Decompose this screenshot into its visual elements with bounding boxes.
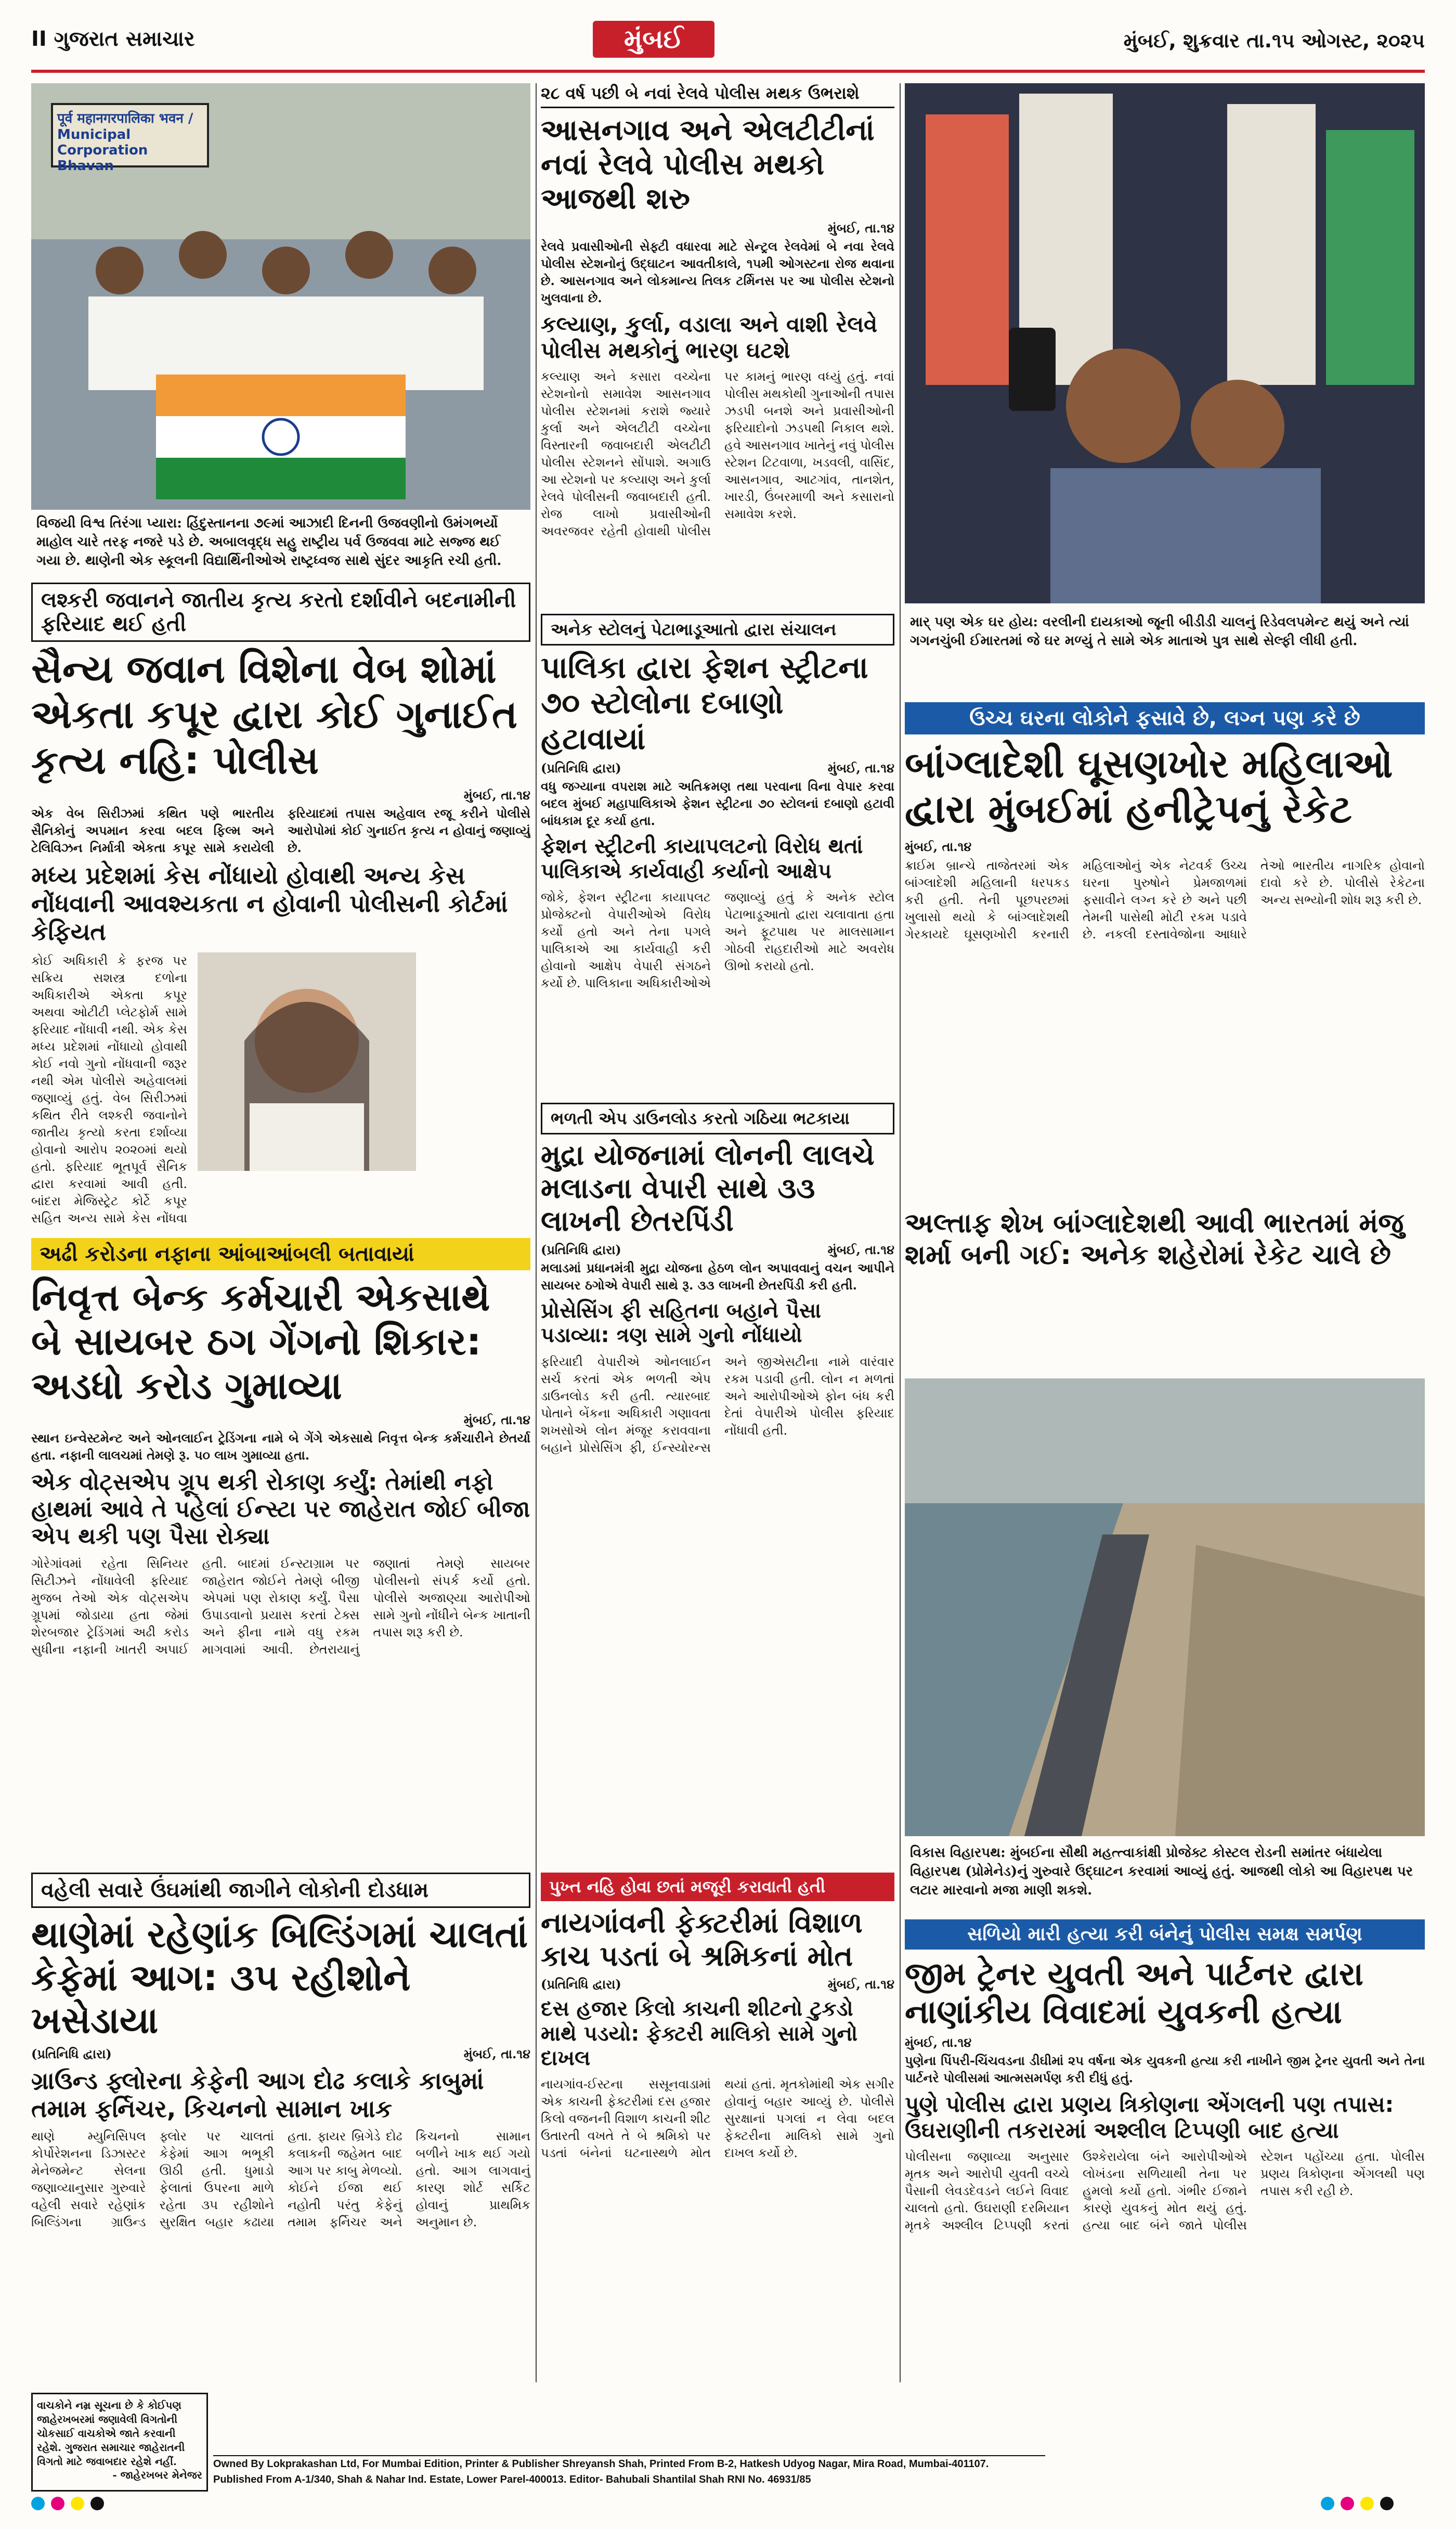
story-subhead: અલ્તાફ શેખ બાંગ્લાદેશથી આવી ભારતમાં મંજુ શર્મા બની ગઈ: અનેક શહેરોમાં રેકેટ ચાલે છે [905, 1207, 1404, 1271]
story-kicker: ઉચ્ચ ઘરના લોકોને ફસાવે છે, લગ્ન પણ કરે છે [905, 702, 1425, 734]
reg-dot [90, 2497, 104, 2510]
story-headline: જીમ ટ્રેનર યુવતી અને પાર્ટનર દ્વારા નાણાંકીય વિવાદમાં યુવકની હત્યા [905, 1955, 1363, 2031]
story-body: થાણે મ્યુનિસિપલ કોર્પોરેશનના ડિઝાસ્ટર મેનેજમેન્ટ સેલના જણાવ્યાનુસાર ગુરુવારે વહેલી સવારે રહેણાંક બિલ્ડિંગના ગ્રાઉન્ડ ફ્લોર પર ચાલતાં કેફેમાં આગ ભભૂકી ઊઠી હતી. ધુમાડો ફેલાતાં ઉપરના માળે રહેતા ૩૫ રહીશોને સુરક્ષિત બહાર કઢાયા હતા. ફાયર બ્રિગેડે દોઢ કલાકની જહેમત બાદ આગ પર કાબુ મેળવ્યો. કોઈને ઈજા થઈ નહોતી પરંતુ કેફેનું તમામ ફર્નિચર અને કિચનનો સામાન બળીને ખાક થઈ ગયો હતો. આગ લાગવાનું કારણ શોર્ટ સર્કિટ હોવાનું પ્રાથમિક અનુમાન છે. [31, 2129, 530, 2230]
story-byline: (પ્રતિનિધિ દ્વારા) [541, 1242, 621, 1258]
story-byline: (પ્રતિનિધિ દ્વારા) [31, 2046, 112, 2061]
tiranga-photo-block [31, 83, 530, 577]
story-cyber [31, 1238, 530, 1862]
story-byline: (પ્રતિનિધિ દ્વારા) [541, 760, 621, 776]
coastal-photo [905, 1378, 1425, 1836]
notice-box [31, 2393, 208, 2492]
story-railway-police [541, 83, 894, 603]
story-headline: નાયગાંવની ફેક્ટરીમાં વિશાળ કાચ પડતાં બે શ્રમિકનાં મોત [541, 1906, 863, 1972]
story-kicker: સળિયો મારી હત્યા કરી બંનેનું પોલીસ સમક્ષ સમર્પણ [905, 1919, 1425, 1950]
story-kicker: લશ્કરી જવાનને જાતીય કૃત્ય કરતો દર્શાવીને બદનામીની ફરિયાદ થઈ હતી [31, 583, 530, 642]
story-bangladeshi [905, 702, 1425, 1368]
story-headline: પાલિકા દ્વારા ફેશન સ્ટ્રીટના ૭૦ સ્ટોલોના દબાણો હટાવાયાં [541, 650, 868, 756]
reg-dot [31, 2497, 45, 2510]
registration-marks-left [31, 2497, 135, 2518]
story-lead: સ્થાન ઇન્વેસ્ટમેન્ટ અને ઓનલાઈન ટ્રેડિંગના નામે બે ગેંગે એકસાથે નિવૃત્ત બેન્ક કર્મચારીને છેતર્યા હતા. નફાની લાલચમાં તેમણે રૂ. ૫૦ લાખ ગુમાવ્યા હતા. [31, 1430, 530, 1463]
story-kicker: ભળતી એપ ડાઉનલોડ કરતો ગઠિયા ભટકાયા [541, 1103, 894, 1134]
story-kicker: અઢી કરોડના નફાના આંબાઆંબલી બતાવાયાં [31, 1238, 530, 1270]
coastal-caption: વિકાસ વિહારપથ: મુંબઈના સૌથી મહત્ત્વાકાંક્ષી પ્રોજેક્ટ કોસ્ટલ રોડની સમાંતર બંધાયેલા વિહારપથ (પ્રોમેનેડ)નું ગુરુવારે ઉદ્ઘાટન કરવામાં આવ્યું હતું. આજથી લોકો આ વિહારપથ પર લટાર મારવાનો મજા માણી શકશે. [910, 1845, 1413, 1898]
story-gym [905, 1919, 1425, 2445]
story-body: કલ્યાણ અને કસારા વચ્ચેના સ્ટેશનોનો સમાવેશ આસનગાવ પોલીસ સ્ટેશનમાં કરાશે જ્યારે કુર્લા અને એલટીટી વચ્ચેના વિસ્તારની જવાબદારી એલટીટી પોલીસ સ્ટેશનને સોંપાશે. અગાઉ આ સ્ટેશનો પર કલ્યાણ અને કુર્લા રેલવે પોલીસની જવાબદારી હતી. રોજ લાખો પ્રવાસીઓની અવરજવર રહેતી હોવાથી પોલીસ પર કામનું ભારણ વધ્યું હતું. નવાં પોલીસ મથકોથી ગુનાઓની તપાસ ઝડપી બનશે અને પ્રવાસીઓની ફરિયાદોનો ઝડપથી નિકાલ થશે. હવે આસનગાવ ખાતેનું નવું પોલીસ સ્ટેશન ટિટવાળા, ખડવલી, વાસિંદ, આસનગાવ, આટગાંવ, તાનશેત, ખારડી, ઉંબરમાળી અને કસારાનો સમાવેશ કરશે. [541, 369, 894, 539]
reg-dot [1341, 2497, 1354, 2510]
story-subhead: પુણે પોલીસ દ્વારા પ્રણય ત્રિકોણના એંગલની પણ તપાસ: ઉઘરાણીની તકરારમાં અશ્લીલ ટિપ્પણી બાદ હત્યા [905, 2092, 1394, 2143]
story-subhead: મધ્ય પ્રદેશમાં કેસ નોંધાયો હોવાથી અન્ય કેસ નોંધવાની આવશ્યકતા ન હોવાની પોલીસની કોર્ટમાં કેફિયત [31, 861, 508, 946]
story-body: કોઈ અધિકારી કે ફરજ પર સક્રિય સશસ્ત્ર દળોના અધિકારીએ એકતા કપૂર અથવા ઓટીટી પ્લેટફોર્મ સામે ફરિયાદ નોંધાવી નથી. એક કેસ મધ્ય પ્રદેશમાં નોંધાયો હોવાથી કોઈ નવો ગુનો નોંધવાની જરૂર નથી એમ પોલીસે અહેવાલમાં જણાવ્યું હતું. વેબ સિરીઝમાં કથિત રીતે લશ્કરી જવાનોને જાતીય કૃત્યો કરતા દર્શાવ્યા હોવાનો આરોપ ૨૦૨૦માં થયો હતો. ફરિયાદ ભૂતપૂર્વ સૈનિક દ્વારા કરવામાં આવી હતી. બાંદરા મેજિસ્ટ્રેટ કોર્ટે કપૂર સહિત અન્ય સામે કેસ નોંધવા [31, 953, 187, 1225]
story-headline: આસનગાવ અને એલટીટીનાં નવાં રેલવે પોલીસ મથકો આજથી શરુ [541, 113, 875, 216]
column-rule [536, 83, 537, 2382]
story-subhead: એક વોટ્સએપ ગ્રૂપ થકી રોકાણ કર્યું: તેમાંથી નફો હાથમાં આવે તે પહેલાં ઈન્સ્ટા પર જાહેરાત જોઈ બીજા એપ થકી પણ પૈસા રોક્યા [31, 1468, 530, 1550]
story-fire [31, 1873, 530, 2445]
story-kicker: વહેલી સવારે ઉંઘમાંથી જાગીને લોકોની દોડધામ [31, 1873, 530, 1908]
story-dateline: મુંબઈ, તા.૧૪ [463, 1412, 530, 1427]
reg-dot [51, 2497, 64, 2510]
phone [1009, 328, 1056, 411]
selfie-photo [905, 83, 1425, 603]
registration-marks-right [1321, 2497, 1425, 2518]
section-label: મુંબઈ [593, 21, 714, 58]
story-body: ફરિયાદી વેપારીએ ઓનલાઈન સર્ચ કરતાં એક ભળતી એપ ડાઉનલોડ કરી હતી. ત્યારબાદ પોતાને બેંકના અધિકારી ગણાવતા શખસોએ લોન મંજૂર કરાવવાના બહાને પ્રોસેસિંગ ફી, ઈન્સ્યોરન્સ અને જીએસટીના નામે વારંવાર રકમ પડાવી હતી. લોન ન મળતાં અને આરોપીઓએ ફોન બંધ કરી દેતાં વેપારીએ પોલીસ ફરિયાદ નોંધાવી હતી. [541, 1354, 894, 1455]
story-subhead: ગ્રાઉન્ડ ફ્લોરના કેફેની આગ દોઢ કલાકે કાબુમાં તમામ ફર્નિચર, કિચનનો સામાન ખાક [31, 2066, 484, 2123]
story-lead: મલાડમાં પ્રધાનમંત્રી મુદ્રા યોજના હેઠળ લોન અપાવવાનું વચન આપીને સાયબર ઠગોએ વેપારી સાથે રૂ. ૩૩ લાખની છેતરપિંડી કરી હતી. [541, 1260, 894, 1293]
selfie-caption: માર્ પણ એક ઘર હોય: વરલીની દાયકાઓ જૂની બીડીડી ચાલનું રિડેવલપમેન્ટ થયું અને ત્યાં ગગનચુંબી ઈમારતમાં જે ઘર મળ્યું તે સામે એક માતાએ પુત્ર સાથે સેલ્ફી લીધી હતી. [910, 614, 1409, 649]
reg-dot [1321, 2497, 1334, 2510]
story-headline: મુદ્રા યોજનામાં લોનની લાલચે મલાડના વેપારી સાથે ૩૩ લાખની છેતરપિંડી [541, 1139, 875, 1238]
story-tag: ૨૮ વર્ષ પછી બે નવાં રેલવે પોલીસ મથક ઉભરાશે [541, 83, 894, 108]
story-subhead: કલ્યાણ, કુર્લા, વડાલા અને વાશી રેલવે પોલીસ મથકોનું ભારણ ઘટશે [541, 312, 878, 363]
story-subhead: દસ હજાર કિલો કાચની શીટનો ટુકડો માથે પડયો: ફેક્ટરી માલિકો સામે ગુનો દાખલ [541, 1997, 858, 2070]
story-dateline: મુંબઈ, તા.૧૪ [827, 1977, 894, 1992]
story-body: ગોરેગાંવમાં રહેતા સિનિયર સિટીઝને નોંધાવેલી ફરિયાદ મુજબ તેઓ એક વોટ્સએપ ગ્રૂપમાં જોડાયા હતા જેમાં શેરબજાર ટ્રેડિંગમાં અઢી કરોડ સુધીના નફાની ખાતરી અપાઈ હતી. બાદમાં ઈન્સ્ટાગ્રામ પર જાહેરાત જોઈને તેમણે બીજી એપમાં પણ રોકાણ કર્યું. પૈસા ઉપાડવાનો પ્રયાસ કરતાં ટેક્સ અને ફીના નામે વધુ રકમ માગવામાં આવી. છેતરાયાનું જણાતાં તેમણે સાયબર પોલીસનો સંપર્ક કર્યો હતો. પોલીસે અજાણ્યા આરોપીઓ સામે ગુનો નોંધીને બેન્ક ખાતાની તપાસ શરૂ કરી છે. [31, 1556, 530, 1657]
column-rule [900, 83, 901, 2382]
story-lead: રેલવે પ્રવાસીઓની સેફ્ટી વધારવા માટે સેન્ટ્રલ રેલવેમાં બે નવા રેલવે પોલીસ સ્ટેશનોનું ઉદ્ઘાટન આવતીકાલે, ૧૫મી ઓગસ્ટના રોજ થવાના છે. આસનગાવ અને લોકમાન્ય તિલક ટર્મિનસ પર આ પોલીસ સ્ટેશનો ખુલવાના છે. [541, 239, 894, 306]
selfie-photo-block [905, 83, 1425, 697]
story-body: ક્રાઈમ બ્રાન્ચે તાજેતરમાં એક બાંગ્લાદેશી મહિલાની ધરપકડ કરી હતી. તેની પૂછપરછમાં ખુલાસો થયો કે બાંગ્લાદેશથી ગેરકાયદે ઘૂસણખોરી કરનારી મહિલાઓનું એક નેટવર્ક ઉચ્ચ ઘરના પુરુષોને પ્રેમજાળમાં ફસાવીને લગ્ન કરે છે અને પછી તેમની પાસેથી મોટી રકમ પડાવે છે. નકલી દસ્તાવેજોના આધારે તેઓ ભારતીય નાગરિક હોવાનો દાવો કરે છે. પોલીસે રેકેટના અન્ય સભ્યોની શોધ શરૂ કરી છે. [905, 858, 1425, 941]
story-headline: નિવૃત્ત બેન્ક કર્મચારી એકસાથે બે સાયબર ઠગ ગેંગનો શિકાર: અડધો કરોડ ગુમાવ્યા [31, 1275, 490, 1408]
paper-name: II ગુજરાત સમાચાર [31, 27, 195, 51]
story-mudra [541, 1103, 894, 1592]
story-dateline: મુંબઈ, તા.૧૪ [827, 221, 894, 236]
building-sign: पूर्व महानगरपालिका भवन / Municipal Corporation Bhavan [57, 111, 193, 174]
imprint-line-2: Published From A-1/340, Shah & Nahar Ind. Estate, Lower Parel-400013. Editor- Bahubali Shantilal Shah RNI No. 46931/85 [213, 2474, 811, 2485]
story-fashion-street [541, 614, 894, 1092]
story-subhead: ફેશન સ્ટ્રીટની કાયાપલટનો વિરોધ થતાં પાલિકાએ કાર્યવાહી કર્યાનો આક્ષેપ [541, 834, 863, 883]
story-headline: થાણેમાં રહેણાંક બિલ્ડિંગમાં ચાલતાં કેફેમાં આગ: ૩૫ રહીશોને ખસેડાયા [31, 1913, 528, 2042]
tiranga-caption: વિજયી વિશ્વ તિરંગા પ્યારા: હિંદુસ્તાનના ૭૯માં આઝાદી દિનની ઉજવણીનો ઉમંગભર્યો માહોલ ચારે તરફ નજરે પડે છે. અબાલવૃદ્ધ સહુ રાષ્ટ્રીય પર્વ ઉજવવા માટે સજ્જ થઈ ગયા છે. થાણેની એક સ્કૂલની વિદ્યાર્થિનીઓએ રાષ્ટ્રધ્વજ સાથે સુંદર આકૃતિ રચી હતી. [36, 515, 502, 569]
imprint-line-1: Owned By Lokprakashan Ltd, For Mumbai Edition, Printer & Publisher Shreyansh Shah, Printed From B-2, Hatkesh Udyog Nagar, Mira Road, Mumbai-401107. [213, 2458, 989, 2470]
story-lead: વધુ જગ્યાના વપરાશ માટે અતિક્રમણ તથા પરવાના વિના વેપાર કરવા બદલ મુંબઈ મહાપાલિકાએ ફેશન સ્ટ્રીટના ૭૦ સ્ટોલનાં દબાણો હટાવી બાંધકામ દૂર કર્યા હતા. [541, 779, 894, 829]
dateline: મુંબઈ, શુક્રવાર તા.૧૫ ઓગસ્ટ, ૨૦૨૫ [1123, 29, 1425, 52]
story-dateline: મુંબઈ, તા.૧૪ [463, 787, 530, 803]
story-dateline: મુંબઈ, તા.૧૪ [905, 838, 972, 854]
story-body: નાયગાંવ-ઈસ્ટના સસૂનવાડામાં એક કાચની ફેક્ટરીમાં દસ હજાર કિલો વજનની વિશાળ કાચની શીટ ઉતારતી વખતે તે બે શ્રમિકો પર પડતાં બંનેનાં ઘટનાસ્થળે મોત થયાં હતાં. મૃતકોમાંથી એક સગીર હોવાનું બહાર આવ્યું છે. પોલીસે સુરક્ષાનાં પગલાં ન લેવા બદલ ફેક્ટરીના માલિકો સામે ગુનો દાખલ કર્યો છે. [541, 2077, 894, 2160]
masthead [31, 16, 1425, 73]
story-headline: બાંગ્લાદેશી ઘૂસણખોર મહિલાઓ દ્વારા મુંબઈમાં હનીટ્રેપનું રેકેટ [905, 742, 1393, 832]
story-factory [541, 1873, 894, 2393]
story-dateline: મુંબઈ, તા.૧૪ [827, 760, 894, 776]
story-body: પોલીસના જણાવ્યા અનુસાર મૃતક અને આરોપી યુવતી વચ્ચે પૈસાની લેવડદેવડને લઈને વિવાદ ચાલતો હતો. ઉઘરાણી દરમિયાન મૃતકે અશ્લીલ ટિપ્પણી કરતાં ઉશ્કેરાયેલા બંને આરોપીઓએ લોખંડના સળિયાથી તેના પર હુમલો કર્યો હતો. ગંભીર ઈજાને કારણે યુવકનું મોત થયું હતું. હત્યા બાદ બંને જાતે પોલીસ સ્ટેશન પહોંચ્યા હતા. પોલીસ પ્રણય ત્રિકોણના એંગલથી પણ તપાસ કરી રહી છે. [905, 2149, 1425, 2233]
india-flag [156, 375, 406, 499]
reg-dot [71, 2497, 84, 2510]
reg-dot [1380, 2497, 1394, 2510]
story-body: જોકે, ફેશન સ્ટ્રીટના કાયાપલટ પ્રોજેક્ટનો વેપારીઓએ વિરોધ કર્યો હતો અને તેના પગલે પાલિકાએ આ કાર્યવાહી કરી હોવાનો આક્ષેપ વેપારી સંગઠને કર્યો છે. પાલિકાના અધિકારીઓએ જણાવ્યું હતું કે અનેક સ્ટોલ પેટાભાડૂઆતો દ્વારા ચલાવાતા હતા અને ફૂટપાથ પર માલસામાન ગોઠવી રાહદારીઓ માટે અવરોધ ઊભો કરાયો હતો. [541, 889, 894, 990]
story-ekta [31, 583, 530, 1228]
story-headline: સૈન્ય જવાન વિશેના વેબ શોમાં એકતા કપૂર દ્વારા કોઈ ગુનાઈત કૃત્ય નહિ: પોલીસ [31, 647, 518, 783]
story-kicker: પુખ્ત નહિ હોવા છતાં મજૂરી કરાવાતી હતી [541, 1873, 894, 1901]
story-dateline: મુંબઈ, તા.૧૪ [905, 2035, 972, 2050]
story-subhead: પ્રોસેસિંગ ફી સહિતના બહાને પૈસા પડાવ્યા: ત્રણ સામે ગુનો નોંધાયો [541, 1299, 822, 1348]
coastal-photo-block [905, 1378, 1425, 1909]
story-byline: (પ્રતિનિધિ દ્વારા) [541, 1977, 621, 1992]
notice-text: વાચકોને નમ્ર સૂચના છે કે કોઈપણ જાહેરખબરમાં જણાવેલી વિગતોની ચોકસાઈ વાચકોએ જાતે કરવાની રહેશે. ગુજરાત સમાચાર જાહેરાતની વિગતો માટે જવાબદાર રહેશે નહીં. [37, 2399, 185, 2468]
story-lead: પુણેના પિંપરી-ચિંચવડના ડીઘીમાં ૨૫ વર્ષના એક યુવકની હત્યા કરી નાખીને જીમ ટ્રેનર યુવતી અને તેના પાર્ટનરે પોલીસમાં આત્મસમર્પણ કરી દીધું હતું. [905, 2053, 1425, 2086]
ekta-portrait [198, 952, 416, 1171]
reg-dot [1360, 2497, 1374, 2510]
construction-site [1175, 1545, 1425, 1836]
story-kicker: અનેક સ્ટોલનું પેટાભાડૂઆતો દ્વારા સંચાલન [541, 614, 894, 646]
story-dateline: મુંબઈ, તા.૧૪ [827, 1242, 894, 1258]
story-lead: એક વેબ સિરીઝમાં કથિત પણે ભારતીય સૈનિકોનું અપમાન કરવા બદલ ફિલ્મ અને ટેલિવિઝન નિર્માત્રી એકતા કપૂર સામે કરાયેલી ફરિયાદમાં તપાસ અહેવાલ રજૂ કરીને પોલીસે આરોપોમાં કોઈ ગુનાઈત કૃત્ય ન હોવાનું જણાવ્યું છે. [31, 805, 530, 855]
story-dateline: મુંબઈ, તા.૧૪ [463, 2046, 530, 2061]
notice-signature: - જાહેરખબર મેનેજર [112, 2469, 202, 2481]
imprint [213, 2455, 1045, 2492]
